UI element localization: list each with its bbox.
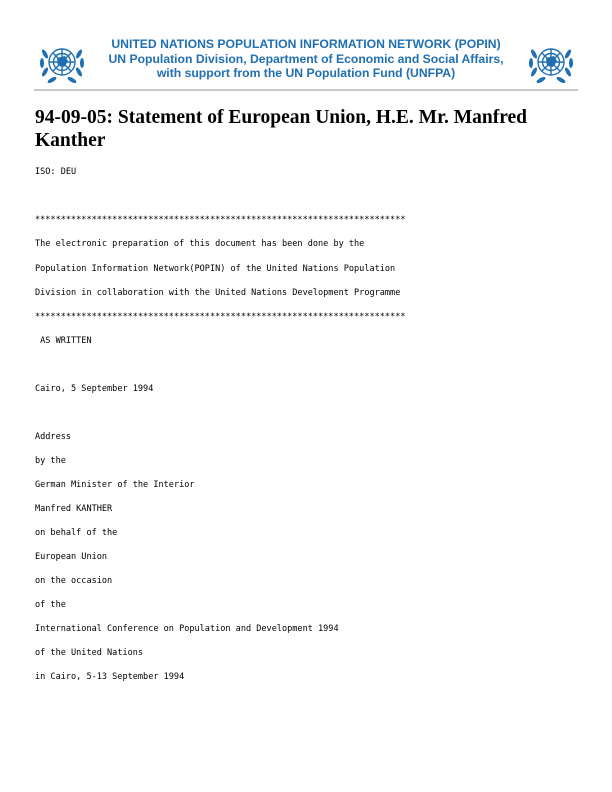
un-emblem-icon	[37, 38, 87, 88]
header-line-1: UNITED NATIONS POPULATION INFORMATION NETWORK (POPIN)	[111, 37, 501, 51]
page-header	[34, 36, 578, 88]
body-line: by the	[35, 456, 66, 466]
body-line: Population Information Network(POPIN) of the United Nations Population	[35, 264, 396, 274]
body-line: Manfred KANTHER	[35, 504, 113, 514]
body-line: International Conference on Population and Development 1994	[35, 624, 339, 634]
separator-line: ************************************************************************	[35, 312, 406, 322]
separator-line: ************************************************************************	[35, 215, 406, 225]
body-line: on the occasion	[35, 576, 113, 586]
header-title-block	[88, 37, 524, 81]
page-title: 94-09-05: Statement of European Union, H.E. Mr. Manfred Kanther	[35, 107, 528, 151]
iso-code: ISO: DEU	[35, 167, 77, 177]
header-divider	[34, 89, 578, 91]
header-line-3: with support from the UN Population Fund (UNFPA)	[156, 66, 456, 80]
body-line: German Minister of the Interior	[35, 480, 195, 490]
body-line: on behalf of the	[35, 528, 118, 538]
body-line: of the	[35, 600, 66, 610]
body-line: European Union	[35, 552, 108, 562]
body-line: in Cairo, 5-13 September 1994	[35, 672, 185, 682]
un-emblem-icon	[526, 38, 576, 88]
dateline: Cairo, 5 September 1994	[35, 384, 154, 394]
body-line: Division in collaboration with the United Nations Development Programme	[35, 288, 401, 298]
body-line: AS WRITTEN	[35, 336, 92, 346]
body-line: The electronic preparation of this document has been done by the	[35, 239, 365, 249]
body-line: of the United Nations	[35, 648, 144, 658]
header-line-2: UN Population Division, Department of Economic and Social Affairs,	[108, 51, 504, 66]
body-line: Address	[35, 432, 72, 442]
